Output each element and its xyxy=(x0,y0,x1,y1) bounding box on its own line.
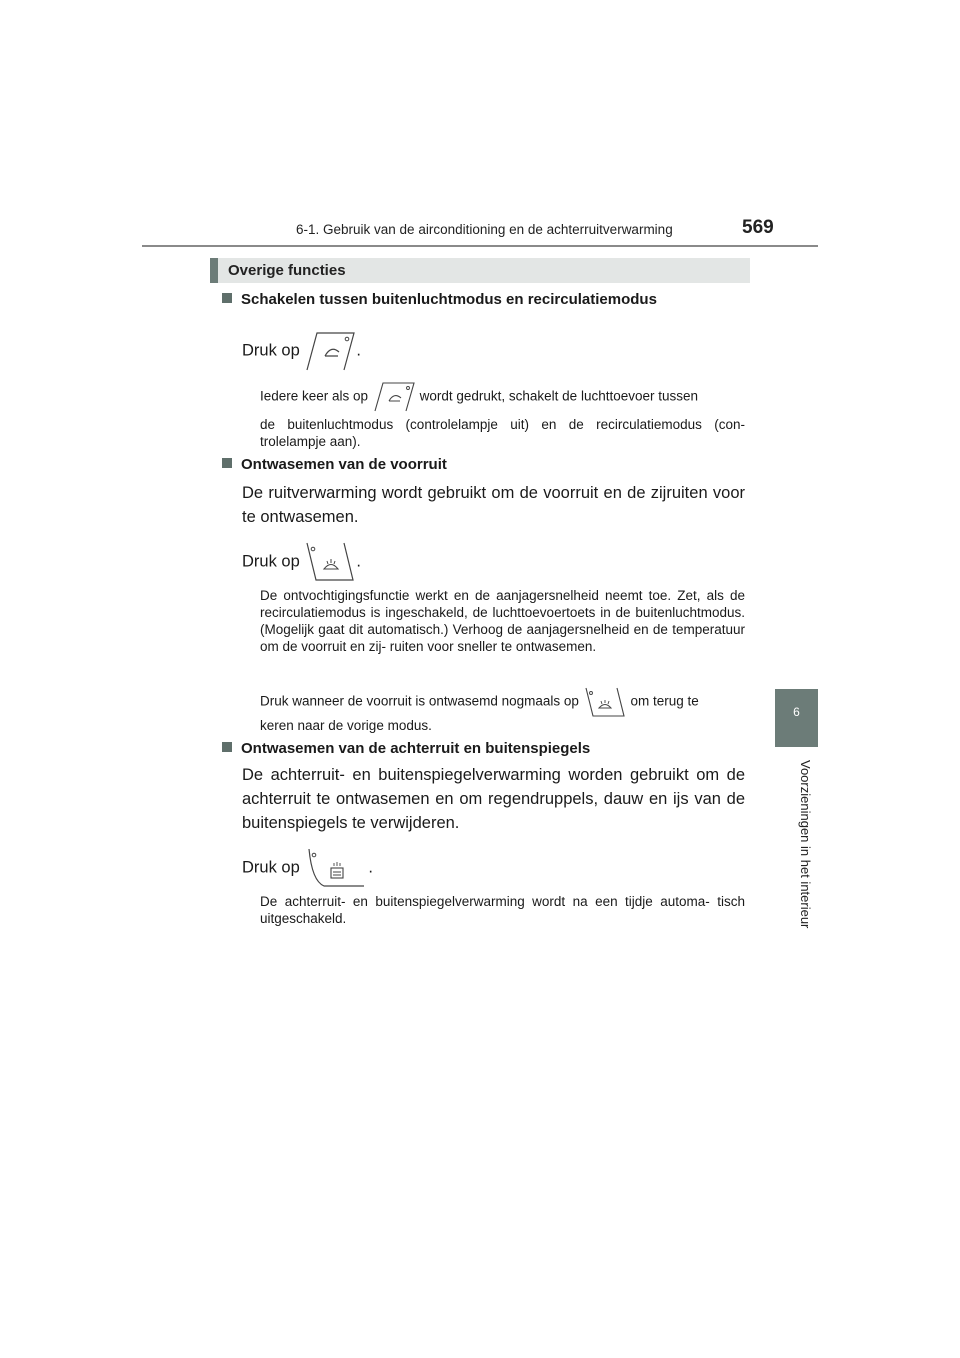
section-title: Overige functies xyxy=(228,262,346,279)
recirculation-button-icon xyxy=(304,330,356,372)
heading-rear-defog: Ontwasemen van de achterruit en buitenspiegels xyxy=(222,740,590,757)
heading-recirculation: Schakelen tussen buitenluchtmodus en recirculatiemodus xyxy=(222,291,657,308)
chapter-number: 6 xyxy=(793,705,800,719)
chapter-title-vertical: Voorzieningen in het interieur xyxy=(798,760,813,929)
front-defog-button-icon xyxy=(583,686,627,718)
running-header-title: 6-1. Gebruik van de airconditioning en de achterruitverwarming xyxy=(296,222,673,237)
front-defog-button-icon xyxy=(304,540,356,584)
page-number: 569 xyxy=(742,217,774,238)
note-recirculation-body: de buitenluchtmodus (controlelampje uit) en de recirculatiemodus (con- trolelampje aan). xyxy=(260,417,745,449)
note-front-defog: De ontvochtigingsfunctie werkt en de aanjagersnelheid neemt toe. Zet, als de recirculatiemodus is ingeschakeld, de luchttoevoertoets in de buitenluchtmodus. (Mogelijk gaat dit automatisch.) Verhoog de aanjagersnelheid en de temperatuur om de voorruit en zij- ruiten voor sneller te ontwasemen. xyxy=(260,588,745,654)
rear-defog-button-icon xyxy=(304,846,368,890)
press-instruction-front-defog: Druk op . xyxy=(242,540,745,584)
note-front-defog-line2: Druk wanneer de voorruit is ontwasemd nogmaals op om terug te xyxy=(260,686,745,718)
recirculation-button-icon xyxy=(372,381,416,413)
press-instruction-recirculation: Druk op . xyxy=(242,330,745,372)
body-rear-defog: De achterruit- en buitenspiegelverwarming worden gebruikt om de achterruit te ontwasemen en om regendruppels, dauw en ijs van de buitenspiegels te verwijderen. xyxy=(242,766,745,832)
body-front-defog: De ruitverwarming wordt gebruikt om de voorruit en de zijruiten voor te ontwasemen. xyxy=(242,484,745,526)
note-front-defog-line3: keren naar de vorige modus. xyxy=(260,718,432,733)
square-bullet-icon xyxy=(222,458,232,468)
section-header-bar xyxy=(210,258,750,283)
press-instruction-rear-defog: Druk op . xyxy=(242,846,745,890)
square-bullet-icon xyxy=(222,742,232,752)
heading-front-defog: Ontwasemen van de voorruit xyxy=(222,456,447,473)
note-rear-defog: De achterruit- en buitenspiegelverwarming wordt na een tijdje automa- tisch uitgeschakeld. xyxy=(260,894,745,926)
header-rule xyxy=(142,245,818,247)
chapter-tab xyxy=(775,689,818,747)
note-recirculation-line1: Iedere keer als op wordt gedrukt, schakelt de luchttoevoer tussen xyxy=(260,381,745,413)
square-bullet-icon xyxy=(222,293,232,303)
